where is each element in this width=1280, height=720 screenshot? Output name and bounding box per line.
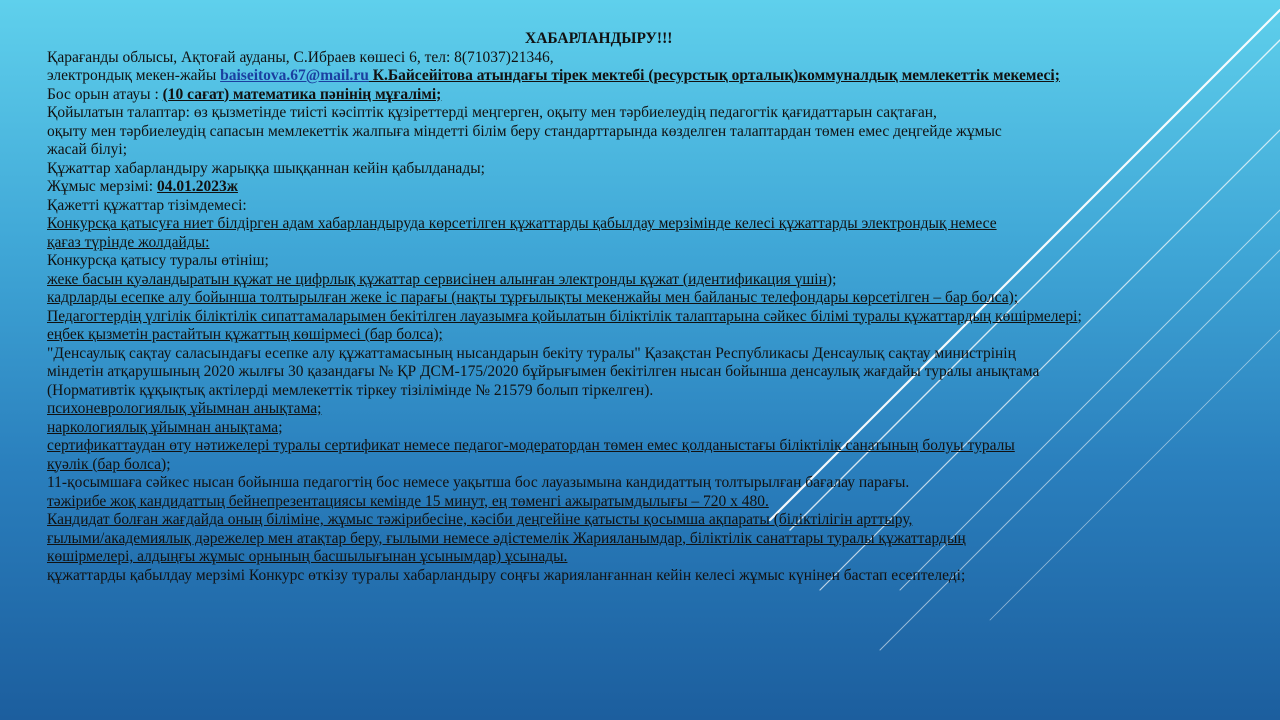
docs-item-1a: Конкурсқа қатысуға ниет білдірген адам хабарландыруда көрсетілген құжаттарды қабылдау мерзімінде келесі құжаттарды электрондық немесе	[47, 215, 997, 232]
email-link[interactable]: baiseitova.67@mail.ru	[220, 67, 369, 84]
docs-item-12c: көшірмелері, алдыңғы жұмыс орнының басшылығынан ұсынымдар) ұсынады.	[47, 548, 568, 565]
requirements-line-1: Қойылатын талаптар: өз қызметінде тиісті кәсіптік құзіреттерді меңгерген, оқыту мен тәрбиелеудің педагогтік қағидаттарын сақтаған,	[47, 104, 937, 121]
docs-item-2: Конкурсқа қатысу туралы өтініш;	[47, 252, 269, 269]
vacancy-title: (10 сағат) математика пәнінің мұғалімі;	[162, 85, 442, 103]
docs-item-7: психоневрологиялық ұйымнан анықтама;	[47, 400, 322, 417]
announcement-title: ХАБАРЛАНДЫРУ!!!	[525, 30, 673, 47]
docs-item-12b: ғылыми/академиялық дәрежелер мен атақтар беру, ғылыми немесе әдістемелік Жарияланымдар, біліктілік санаттары туралы құжаттардың	[47, 529, 966, 547]
requirements-line-2: оқыту мен тәрбиелеудің сапасын мемлекеттік жалпыға міндетті білім беру стандарттарында көзделген талаптардан төмен емес деңгейде жұмыс	[47, 122, 1002, 140]
address-line: Қарағанды облысы, Ақтоғай ауданы, С.Ибраев көшесі 6, тел: 8(71037)21346,	[47, 48, 554, 66]
school-name: К.Байсейітова атындағы тірек мектебі (ресурстық орталық)коммуналдық мемлекеттік мекемесі;	[368, 67, 1060, 84]
announcement-text	[47, 30, 1280, 585]
work-period-date: 04.01.2023ж	[156, 178, 238, 195]
docs-item-4: кадрларды есепке алу бойынша толтырылған жеке іс парағы (нақты тұрғылықты мекенжайы мен байланыс телефондары көрсетілген – бар болса);	[47, 289, 1019, 306]
requirements-line-3: жасай білуі;	[47, 141, 127, 158]
docs-item-9b: куәлік (бар болса);	[47, 455, 171, 473]
vacancy-label: Бос орын атауы :	[47, 85, 163, 103]
docs-accepted-line: Құжаттар хабарландыру жарыққа шыққаннан кейін қабылданады;	[47, 159, 485, 177]
docs-item-9a: сертификаттаудан өту нәтижелері туралы сертификат немесе педагог-модератордан төмен емес қолданыстағы біліктілік санатының болуы туралы	[47, 437, 1015, 454]
docs-item-12a: Кандидат болған жағдайда оның біліміне, жұмыс тәжірибесіне, кәсіби деңгейіне қатысты қосымша ақпараты (біліктілігін арттыру,	[47, 511, 913, 528]
docs-item-6a: "Денсаулық сақтау саласындағы есепке алу құжаттамасының нысандарын бекіту туралы" Қазақстан Республикасы Денсаулық сақтау министрінің	[47, 344, 1016, 362]
docs-item-5a: Педагогтердің үлгілік біліктілік сипаттамаларымен бекітілген лауазымға қойылатын біліктілік талаптарына сәйкес білімі туралы құжаттардың көшірмелері;	[47, 307, 1082, 325]
email-label: электрондық мекен-жайы	[47, 67, 221, 84]
work-period-line	[47, 178, 1280, 197]
docs-item-11: тәжірибе жоқ кандидаттың бейнепрезентациясы кемінде 15 минут, ең төменгі ажыратымдылығы – 720 x 480.	[47, 492, 769, 510]
docs-item-10: 11-қосымшаға сәйкес нысан бойынша педагогтің бос немесе уақытша бос лауазымына кандидаттың толтырылған бағалау парағы.	[47, 474, 910, 491]
docs-item-5b: еңбек қызметін растайтын құжаттың көшірмесі (бар болса);	[47, 326, 443, 343]
docs-item-8: наркологиялық ұйымнан анықтама;	[47, 418, 283, 436]
docs-item-3: жеке басын куәландыратын құжат не цифрлық құжаттар сервисінен алынған электронды құжат (идентификация үшін);	[47, 270, 837, 288]
work-period-label: Жұмыс мерзімі:	[47, 178, 157, 195]
docs-item-6b: міндетін атқарушының 2020 жылғы 30 қазандағы № ҚР ДСМ-175/2020 бұйрығымен бекітілген нысан бойынша денсаулық жағдайы туралы анықтама	[47, 363, 1040, 380]
docs-item-6c: (Нормативтік құқықтық актілерді мемлекеттік тіркеу тізілімінде № 21579 болып тіркелген).	[47, 381, 654, 399]
email-line	[47, 67, 1280, 86]
vacancy-line	[47, 86, 1280, 105]
docs-item-1b: қағаз түрінде жолдайды:	[47, 233, 210, 251]
docs-list-label: Қажетті құжаттар тізімдемесі:	[47, 196, 247, 214]
docs-item-13: құжаттарды қабылдау мерзімі Конкурс өткізу туралы хабарландыру соңғы жарияланғаннан кейін келесі жұмыс күнінен бастап есептеледі;	[47, 566, 966, 584]
